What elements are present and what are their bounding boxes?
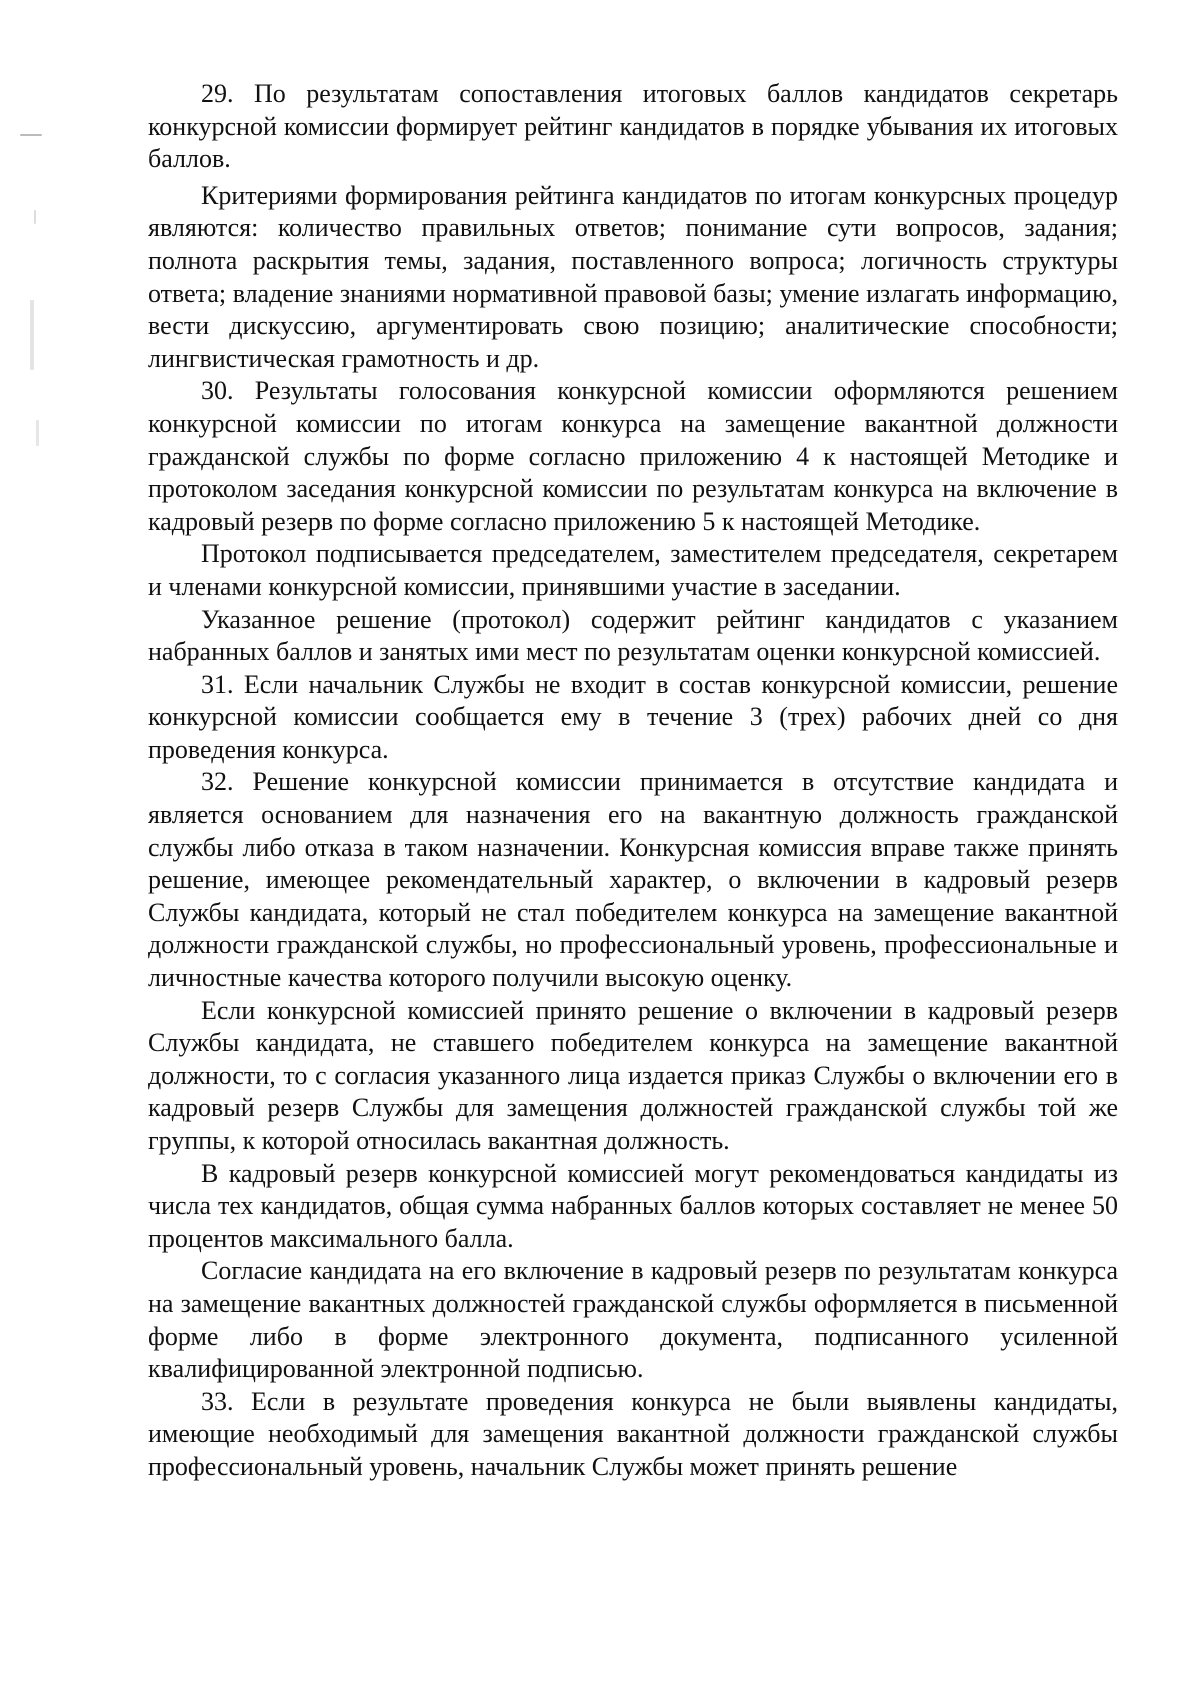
paragraph-29: 29. По результатам сопоставления итоговых баллов кандидатов секретарь конкурсной комиссии формирует рейтинг кандидатов в порядке убывания их итоговых баллов. [148,79,1118,174]
paragraph-33: 33. Если в результате проведения конкурса не были выявлены кандидаты, имеющие необходимый для замещения вакантной должности гражданской службы профессиональный уровень, начальник Службы может принять решение [148,1386,1118,1481]
document-body [148,78,1118,1484]
paragraph-candidate-consent: Согласие кандидата на его включение в кадровый резерв по результатам конкурса на замещение вакантных должностей гражданской службы оформляется в письменной форме либо в форме электронного документа, подписанного усиленной квалифицированной электронной подписью. [148,1256,1118,1384]
paragraph-rating-criteria: Критериями формирования рейтинга кандидатов по итогам конкурсных процедур являются: количество правильных ответов; понимание сути вопросов, задания; полнота раскрытия темы, задания, поставленного вопроса; логичность структуры ответа; владение знаниями нормативной правовой базы; умение излагать информацию, вести дискуссию, аргументировать свою позицию; аналитические способности; лингвистическая грамотность и др. [148,180,1118,373]
paragraph-protocol-signing: Протокол подписывается председателем, заместителем председателя, секретарем и членами конкурсной комиссии, принявшими участие в заседании. [148,539,1118,601]
paragraph-reserve-decision: Если конкурсной комиссией принято решение о включении в кадровый резерв Службы кандидата, не ставшего победителем конкурса на замещение вакантной должности, то с согласия указанного лица издается приказ Службы о включении его в кадровый резерв Службы для замещения должностей гражданской службы той же группы, к которой относилась вакантная должность. [148,995,1118,1155]
paragraph-32: 32. Решение конкурсной комиссии принимается в отсутствие кандидата и является основанием для назначения его на вакантную должность гражданской службы либо отказа в таком назначении. Конкурсная комиссия вправе также принять решение, имеющее рекомендательный характер, о включении в кадровый резерв Службы кандидата, который не стал победителем конкурса на замещение вакантной должности гражданской службы, но профессиональный уровень, профессиональные и личностные качества которого получили высокую оценку. [148,767,1118,993]
paragraph-30: 30. Результаты голосования конкурсной комиссии оформляются решением конкурсной комиссии по итогам конкурса на замещение вакантной должности гражданской службы по форме согласно приложению 4 к настоящей Методике и протоколом заседания конкурсной комиссии по результатам конкурса на включение в кадровый резерв по форме согласно приложению 5 к настоящей Методике. [148,376,1118,536]
paragraph-reserve-recommendation: В кадровый резерв конкурсной комиссией могут рекомендоваться кандидаты из числа тех кандидатов, общая сумма набранных баллов которых составляет не менее 50 процентов максимального балла. [148,1158,1118,1253]
paragraph-decision-rating: Указанное решение (протокол) содержит рейтинг кандидатов с указанием набранных баллов и занятых ими мест по результатам оценки конкурсной комиссией. [148,604,1118,667]
scan-artifact [34,210,36,224]
scan-artifact [20,134,42,136]
scan-artifact [30,300,34,370]
scan-artifact [36,420,39,446]
paragraph-31: 31. Если начальник Службы не входит в состав конкурсной комиссии, решение конкурсной комиссии сообщается ему в течение 3 (трех) рабочих дней со дня проведения конкурса. [148,669,1118,764]
